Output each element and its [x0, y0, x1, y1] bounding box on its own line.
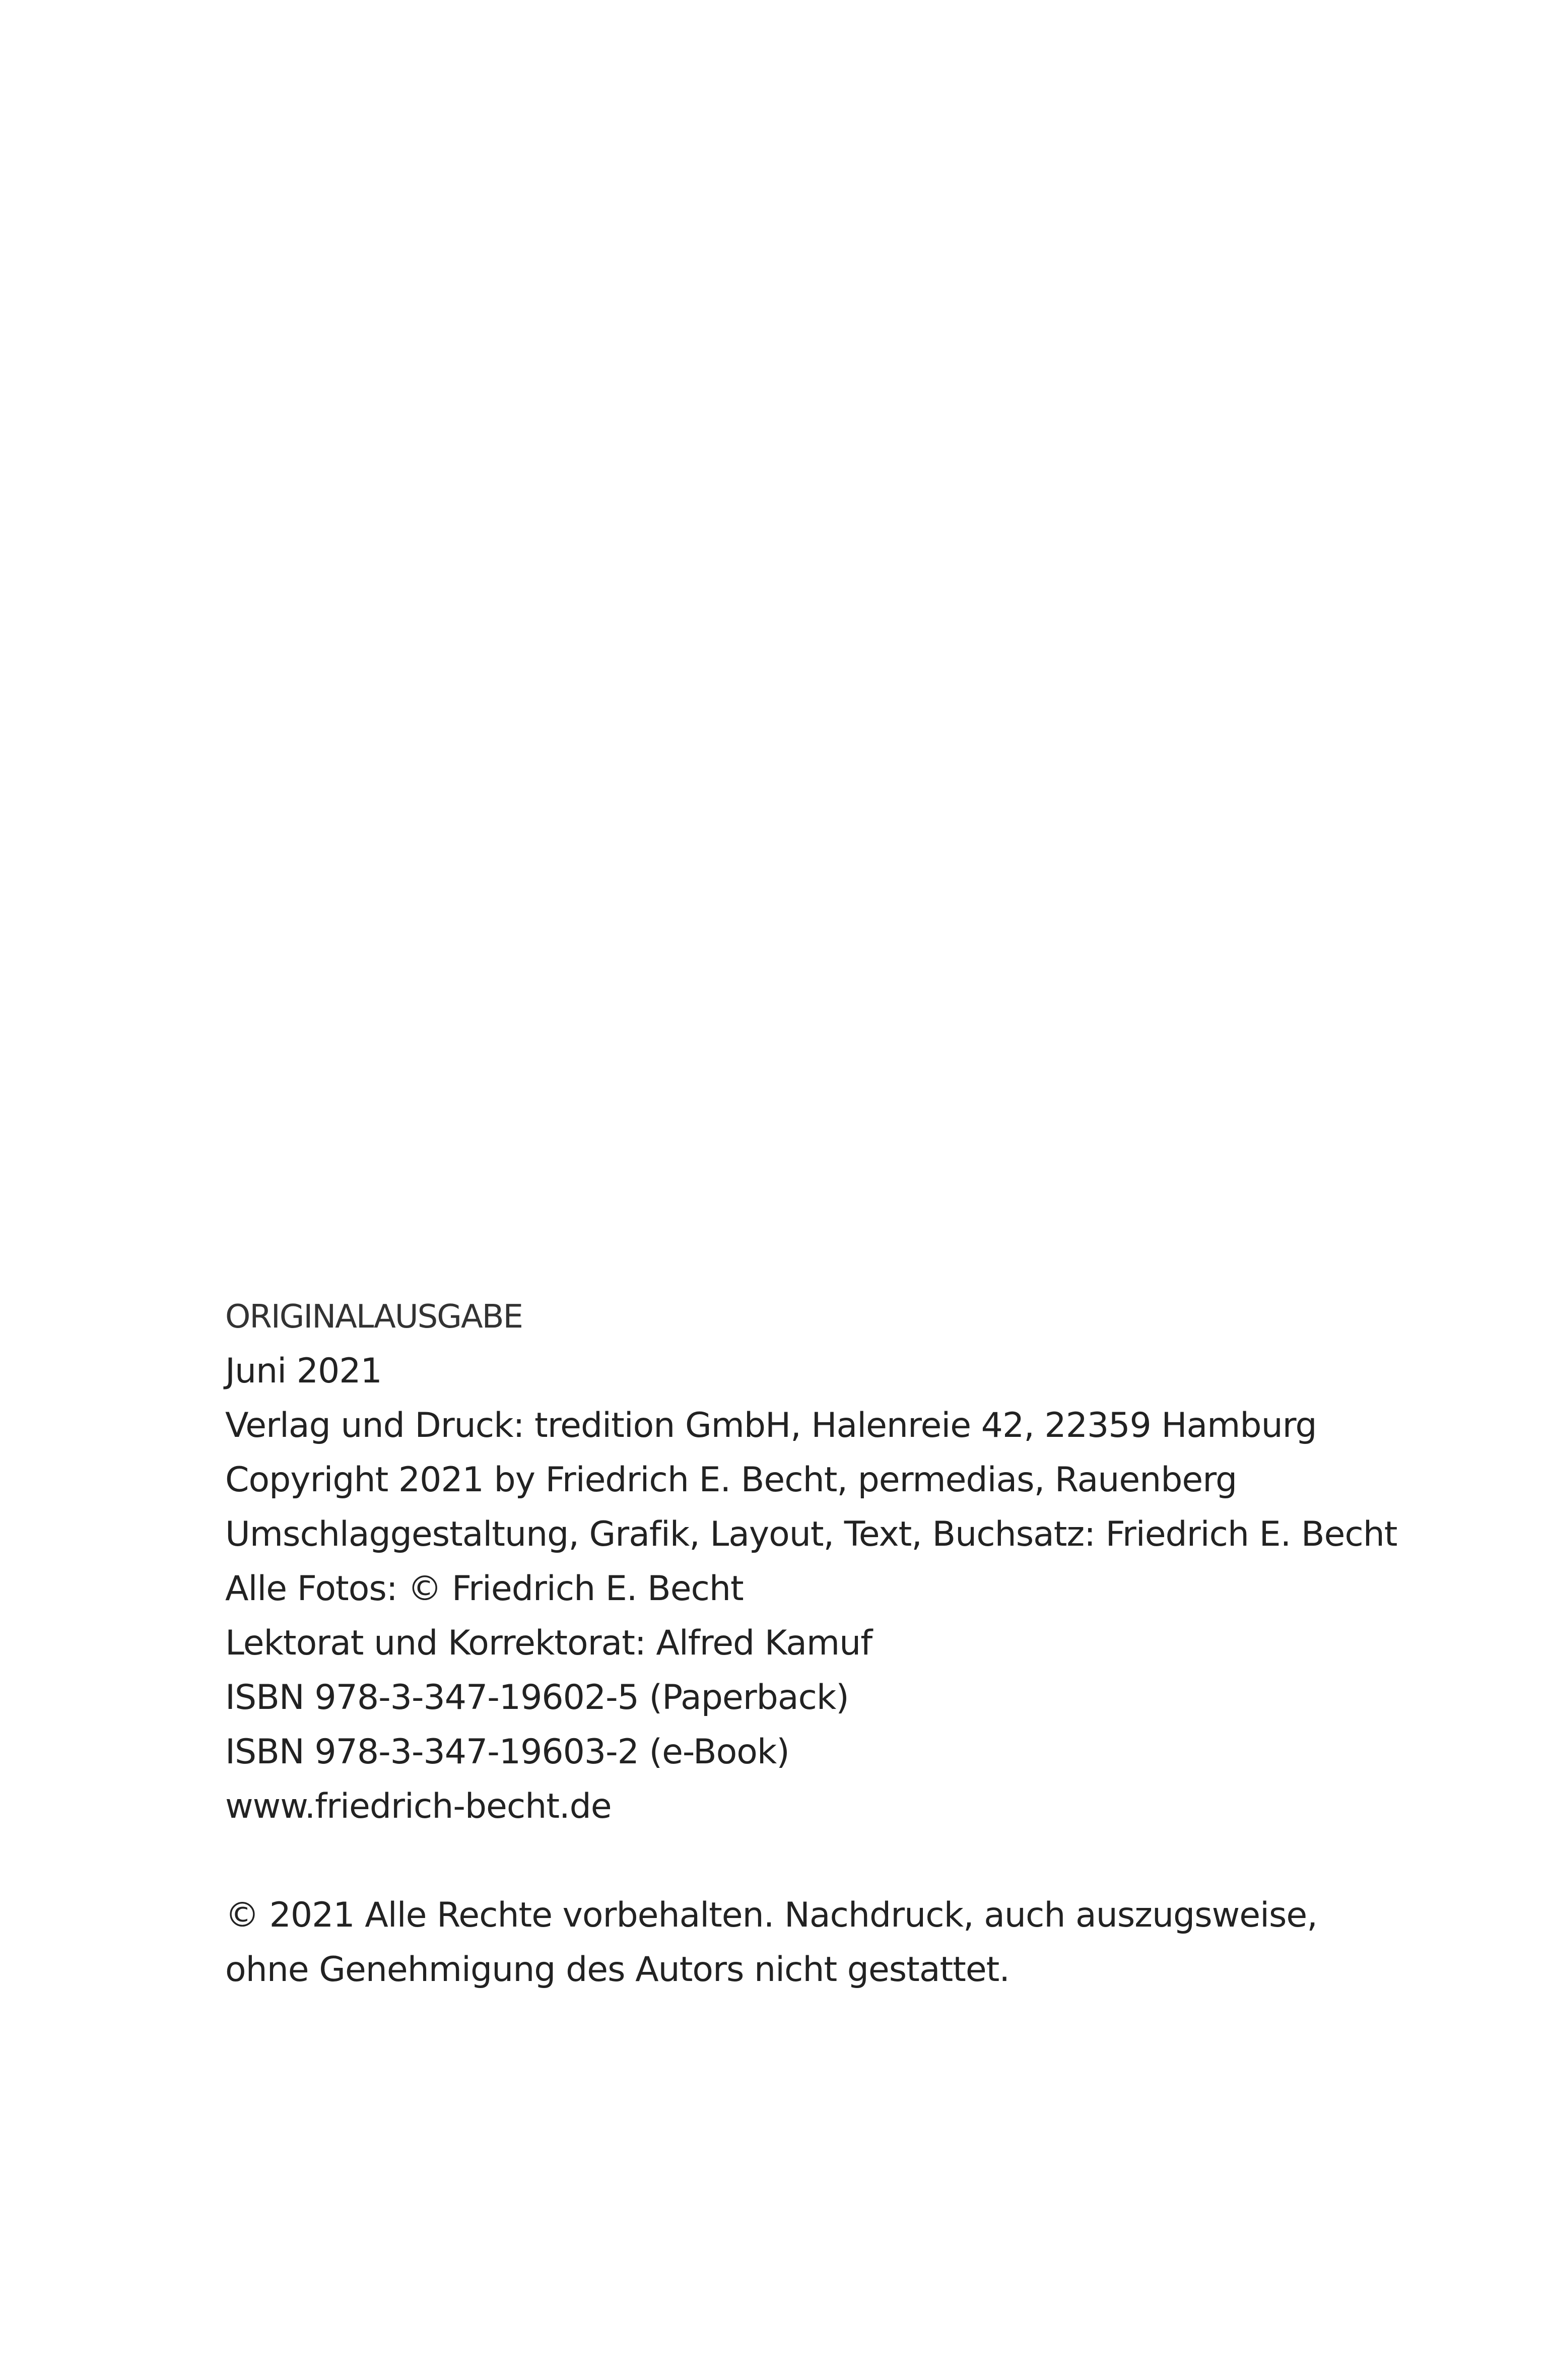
isbn-ebook: ISBN 978-3-347-19603-2 (e-Book)	[225, 1732, 789, 1772]
publication-date: Juni 2021	[225, 1351, 382, 1391]
rights-notice-line-2: ohne Genehmigung des Autors nicht gestattet.	[225, 1950, 1010, 1990]
design-credits: Umschlaggestaltung, Grafik, Layout, Text, Buchsatz: Friedrich E. Becht	[225, 1514, 1397, 1554]
rights-notice	[225, 1888, 1384, 1997]
rights-notice-line-1: © 2021 Alle Rechte vorbehalten. Nachdruck, auch auszugsweise,	[225, 1895, 1317, 1935]
copyright-line: Copyright 2021 by Friedrich E. Becht, permedias, Rauenberg	[225, 1460, 1237, 1500]
photo-credits: Alle Fotos: © Friedrich E. Becht	[225, 1569, 744, 1609]
imprint-block	[225, 1290, 1397, 1997]
editing-credits: Lektorat und Korrektorat: Alfred Kamuf	[225, 1623, 872, 1663]
website-link[interactable]: www.friedrich-becht.de	[225, 1787, 612, 1826]
isbn-paperback: ISBN 978-3-347-19602-5 (Paperback)	[225, 1678, 849, 1717]
edition-label: ORIGINALAUSGABE	[225, 1298, 522, 1336]
publisher-line: Verlag und Druck: tredition GmbH, Halenreie 42, 22359 Hamburg	[225, 1406, 1317, 1445]
